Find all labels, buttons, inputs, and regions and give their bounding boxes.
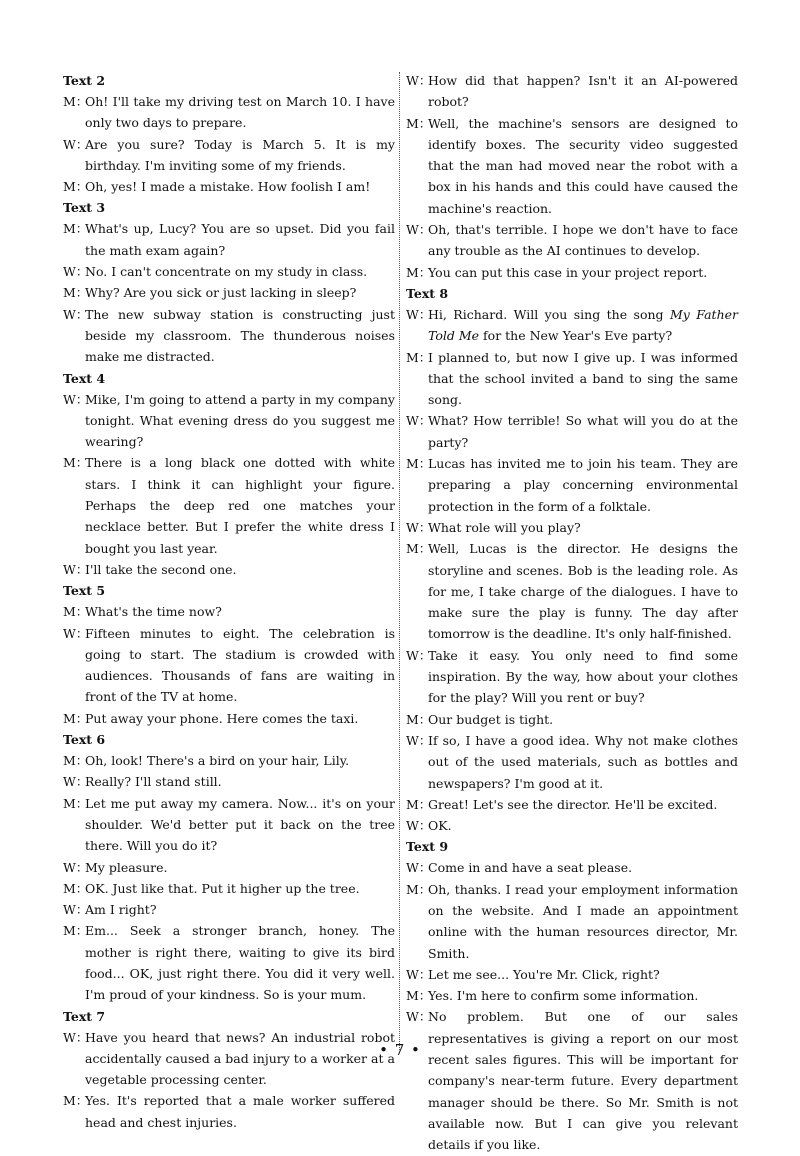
dialogue-text: Fifteen minutes to eight. The celebration is going to start. The stadium is crowded with audiences. Thousands of fans are waiting in front of the TV at home. bbox=[85, 625, 395, 705]
dialogue-text: Have you heard that news? An industrial robot accidentally caused a bad injury to a worker at a vegetable processing center. bbox=[85, 1029, 395, 1088]
dialogue-line bbox=[63, 771, 395, 792]
speaker-label: W： bbox=[63, 774, 89, 790]
dialogue-text: OK. bbox=[428, 818, 452, 834]
dialogue-text: Put away your phone. Here comes the taxi. bbox=[85, 710, 359, 726]
dialogue-line bbox=[63, 878, 395, 899]
dialogue-text: What role will you play? bbox=[428, 519, 581, 535]
speaker-label: W： bbox=[406, 413, 432, 429]
right-column bbox=[406, 70, 738, 1156]
speaker-label: M： bbox=[63, 94, 89, 109]
speaker-label: W： bbox=[406, 519, 432, 535]
dialogue-text: Em... Seek a stronger branch, honey. The mother is right there, waiting to give its bird food... OK, just right there. You did it very well. I'm proud of your kindness. So is your mum. bbox=[85, 923, 395, 1003]
speaker-label: W： bbox=[406, 647, 432, 663]
speaker-label: M： bbox=[406, 264, 432, 280]
dialogue-text: Well, the machine's sensors are designed to identify boxes. The security video suggested that the man had moved near the robot with a box in his hands and this could have caused the machine's reaction. bbox=[428, 115, 738, 216]
dialogue-text: for the New Year's Eve party? bbox=[479, 328, 673, 344]
dialogue-text: Come in and have a seat please. bbox=[428, 860, 633, 876]
speaker-label: W： bbox=[406, 306, 432, 322]
left-column bbox=[63, 70, 395, 1133]
section-heading: Text 2 bbox=[63, 73, 106, 88]
dialogue-line bbox=[63, 920, 395, 1005]
speaker-label: M： bbox=[63, 455, 89, 471]
dialogue-text: What's the time now? bbox=[85, 604, 222, 620]
dialogue-line bbox=[63, 793, 395, 857]
speaker-label: W： bbox=[63, 136, 89, 152]
speaker-label: M： bbox=[63, 604, 89, 620]
dialogue-text: Am I right? bbox=[85, 902, 157, 918]
column-divider bbox=[399, 72, 400, 1050]
section-heading: Text 4 bbox=[63, 370, 106, 386]
dialogue-text: You can put this case in your project report. bbox=[428, 264, 708, 280]
dialogue-line bbox=[63, 176, 395, 197]
dialogue-text: There is a long black one dotted with white stars. I think it can highlight your figure. Perhaps the deep red one matches your necklace better. But I prefer the white dress I bought you last year. bbox=[85, 455, 395, 556]
dialogue-text: Mike, I'm going to attend a party in my company tonight. What evening dress do you suggest me wearing? bbox=[85, 391, 395, 450]
section-heading: Text 8 bbox=[406, 285, 449, 301]
dialogue-line bbox=[406, 985, 738, 1006]
dialogue-line bbox=[406, 815, 738, 836]
dialogue-line bbox=[406, 964, 738, 985]
dialogue-text: If so, I have a good idea. Why not make clothes out of the used materials, such as bottles and newspapers? I'm good at it. bbox=[428, 732, 738, 791]
speaker-label: M： bbox=[63, 1093, 89, 1109]
dialogue-line bbox=[63, 559, 395, 580]
dialogue-text: How did that happen? Isn't it an AI-powered robot? bbox=[428, 73, 738, 110]
dialogue-text: Are you sure? Today is March 5. It is my birthday. I'm inviting some of my friends. bbox=[85, 136, 395, 173]
speaker-label: W： bbox=[406, 818, 432, 834]
dialogue-line bbox=[406, 113, 738, 219]
speaker-label: M： bbox=[406, 349, 432, 365]
dialogue-text: My pleasure. bbox=[85, 859, 168, 875]
dialogue-line bbox=[63, 623, 395, 708]
speaker-label: M： bbox=[63, 880, 89, 896]
dialogue-text: No problem. But one of our sales representatives is giving a report on our most recent sales figures. This will be important for company's near-term future. Every department manager should be there. So Mr. Smith is not available now. But I can give you relevant details if you like. bbox=[428, 1009, 738, 1153]
section-heading: Text 5 bbox=[63, 583, 106, 599]
dialogue-line bbox=[406, 347, 738, 411]
dialogue-text: I'll take the second one. bbox=[85, 561, 237, 577]
speaker-label: W： bbox=[63, 1029, 89, 1045]
dialogue-text: Really? I'll stand still. bbox=[85, 774, 222, 790]
dialogue-text: Well, Lucas is the director. He designs the storyline and scenes. Bob is the leading role. As for me, I take charge of the dialogues. I have to make sure the play is funny. The day after tomorrow is the deadline. It's only half-finished. bbox=[428, 541, 738, 642]
dialogue-line bbox=[63, 899, 395, 920]
section-heading: Text 6 bbox=[63, 732, 106, 748]
dialogue-text: The new subway station is constructing just beside my classroom. The thunderous noises make me distracted. bbox=[85, 306, 395, 365]
dialogue-line bbox=[406, 1006, 738, 1155]
section-heading: Text 7 bbox=[63, 1008, 106, 1024]
speaker-label: W： bbox=[406, 966, 432, 982]
dialogue-line bbox=[63, 304, 395, 368]
speaker-label: M： bbox=[63, 221, 89, 237]
dialogue-text: Yes. I'm here to confirm some information. bbox=[428, 988, 699, 1004]
speaker-label: M： bbox=[406, 881, 432, 897]
dialogue-text: Our budget is tight. bbox=[428, 711, 554, 727]
dialogue-line bbox=[406, 453, 738, 517]
speaker-label: M： bbox=[406, 711, 432, 727]
dialogue-line bbox=[406, 857, 738, 878]
speaker-label: M： bbox=[63, 710, 89, 726]
dialogue-line bbox=[406, 730, 738, 794]
dialogue-line bbox=[63, 91, 395, 134]
dialogue-text: What's up, Lucy? You are so upset. Did you fail the math exam again? bbox=[85, 221, 395, 258]
speaker-label: M： bbox=[406, 115, 432, 131]
dialogue-line bbox=[406, 517, 738, 538]
speaker-label: M： bbox=[63, 285, 89, 301]
speaker-label: M： bbox=[63, 753, 89, 769]
dialogue-line bbox=[63, 708, 395, 729]
dialogue-line bbox=[406, 794, 738, 815]
speaker-label: W： bbox=[63, 859, 89, 875]
dialogue-text: Yes. It's reported that a male worker suffered head and chest injuries. bbox=[85, 1093, 395, 1130]
dialogue-line bbox=[406, 645, 738, 709]
dialogue-line bbox=[63, 1090, 395, 1133]
dialogue-line bbox=[406, 410, 738, 453]
speaker-label: W： bbox=[63, 625, 89, 641]
dialogue-text: Lucas has invited me to join his team. They are preparing a play concerning environmental protection in the form of a folktale. bbox=[428, 456, 738, 514]
speaker-label: W： bbox=[63, 391, 89, 407]
dialogue-text: Oh, look! There's a bird on your hair, Lily. bbox=[85, 753, 350, 769]
dialogue-text: Oh! I'll take my driving test on March 10. I have only two days to prepare. bbox=[85, 94, 395, 131]
speaker-label: W： bbox=[406, 222, 432, 238]
dialogue-text: Oh, thanks. I read your employment information on the website. And I made an appointment online with the human resources director, Mr. Smith. bbox=[428, 881, 738, 961]
dialogue-line bbox=[406, 219, 738, 262]
dialogue-line bbox=[406, 709, 738, 730]
dialogue-text: No. I can't concentrate on my study in class. bbox=[85, 264, 368, 280]
dialogue-text: Oh, that's terrible. I hope we don't have to face any trouble as the AI continues to develop. bbox=[428, 222, 738, 259]
speaker-label: W： bbox=[406, 732, 432, 748]
dialogue-line bbox=[63, 857, 395, 878]
dialogue-line bbox=[406, 304, 738, 347]
dialogue-text: Oh, yes! I made a mistake. How foolish I am! bbox=[85, 179, 371, 195]
dialogue-line bbox=[406, 262, 738, 283]
dialogue-line bbox=[406, 879, 738, 964]
section-heading: Text 9 bbox=[406, 839, 449, 855]
dialogue-line bbox=[63, 261, 395, 282]
page-number: • 7 • bbox=[379, 1041, 421, 1059]
dialogue-line bbox=[63, 218, 395, 261]
dialogue-text: What? How terrible! So what will you do at the party? bbox=[428, 413, 738, 450]
speaker-label: M： bbox=[406, 796, 432, 812]
dialogue-text: Let me see... You're Mr. Click, right? bbox=[428, 966, 660, 982]
dialogue-line bbox=[406, 70, 738, 113]
dialogue-text: I planned to, but now I give up. I was informed that the school invited a band to sing the same song. bbox=[428, 349, 738, 408]
dialogue-text: Take it easy. You only need to find some inspiration. By the way, how about your clothes for the play? Will you rent or buy? bbox=[428, 647, 738, 706]
dialogue-text: Hi, Richard. Will you sing the song bbox=[428, 306, 670, 322]
dialogue-line bbox=[63, 389, 395, 453]
speaker-label: M： bbox=[406, 988, 432, 1004]
dialogue-text: Why? Are you sick or just lacking in sleep? bbox=[85, 285, 357, 301]
dialogue-line bbox=[63, 750, 395, 771]
speaker-label: W： bbox=[63, 264, 89, 280]
speaker-label: W： bbox=[63, 561, 89, 577]
speaker-label: W： bbox=[406, 73, 432, 88]
section-heading: Text 3 bbox=[63, 200, 106, 216]
dialogue-line bbox=[63, 282, 395, 303]
dialogue-line bbox=[63, 134, 395, 177]
speaker-label: M： bbox=[406, 541, 432, 557]
speaker-label: M： bbox=[63, 923, 89, 939]
dialogue-line bbox=[63, 601, 395, 622]
dialogue-text: Let me put away my camera. Now... it's on your shoulder. We'd better put it back on the tree there. Will you do it? bbox=[85, 795, 395, 854]
dialogue-text: OK. Just like that. Put it higher up the tree. bbox=[85, 880, 360, 896]
speaker-label: M： bbox=[406, 456, 432, 472]
speaker-label: M： bbox=[63, 795, 89, 811]
speaker-label: M： bbox=[63, 179, 89, 195]
dialogue-line bbox=[406, 538, 738, 644]
speaker-label: W： bbox=[63, 902, 89, 918]
speaker-label: W： bbox=[406, 860, 432, 876]
dialogue-text: Great! Let's see the director. He'll be excited. bbox=[428, 796, 718, 812]
speaker-label: W： bbox=[406, 1009, 432, 1025]
speaker-label: W： bbox=[63, 306, 89, 322]
song-title: My Father Told Me bbox=[428, 306, 738, 344]
dialogue-line bbox=[63, 452, 395, 558]
